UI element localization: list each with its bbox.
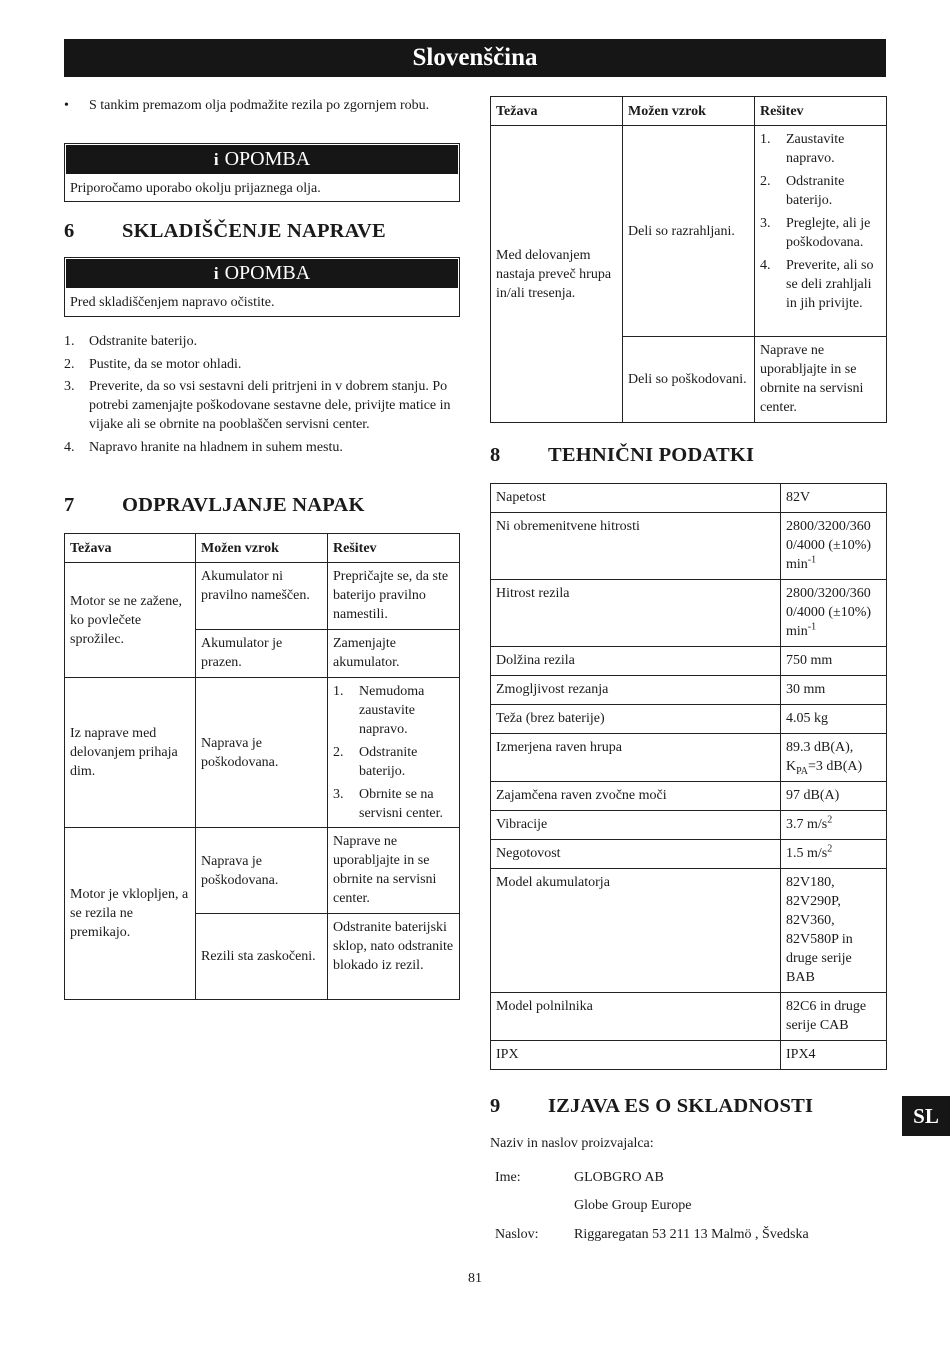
solution-cell: Prepričajte se, da ste baterijo pravilno namestili. (328, 563, 460, 630)
section-title: TEHNIČNI PODATKI (548, 444, 755, 466)
spec-label: Hitrost rezila (491, 580, 781, 647)
spec-value: 89.3 dB(A), $K_{PA}=3$ dB(A) (781, 734, 887, 782)
table-row (491, 126, 887, 337)
list-item: 2. Odstranite baterijo. (333, 745, 418, 779)
table-row (491, 705, 887, 734)
list-item: 1. Nemudoma zaustavite napravo. (333, 684, 425, 737)
language-tab: SL (902, 1096, 950, 1136)
cause-cell: Rezili sta zaskočeni. (196, 914, 328, 1000)
spec-label: Zajamčena raven zvočne moči (491, 782, 781, 811)
table-row (491, 580, 887, 647)
cause-cell: Akumulator je prazen. (196, 630, 328, 678)
cause-cell: Deli so razrahljani. (623, 126, 755, 337)
manufacturer-group: Globe Group Europe (574, 1198, 692, 1213)
col-header-solution: Rešitev (328, 534, 460, 563)
solution-cell: Naprave ne uporabljajte in se obrnite na servisni center. (755, 337, 887, 423)
list-item: 4. Napravo hranite na hladnem in suhem mestu. (64, 439, 343, 455)
spec-value: 30 mm (781, 676, 887, 705)
info-icon: i (213, 150, 219, 169)
spec-value: IPX4 (781, 1041, 887, 1070)
col-header-problem: Težava (65, 534, 196, 563)
spec-label: Zmogljivost rezanja (491, 676, 781, 705)
list-item: 1. Odstranite baterijo. (64, 334, 198, 349)
spec-label: IPX (491, 1041, 781, 1070)
table-row (491, 676, 887, 705)
list-item: 2. Odstranite baterijo. (760, 174, 845, 208)
list-item: 3. Obrnite se na servisni center. (333, 787, 443, 821)
cause-cell: Naprava je poškodovana. (196, 678, 328, 828)
note-title: OPOMBA (224, 148, 311, 170)
spec-label: Dolžina rezila (491, 647, 781, 676)
troubleshooting-table-right (490, 96, 887, 423)
info-icon: i (213, 264, 219, 283)
section-8-heading (490, 443, 754, 467)
section-number: 9 (490, 1095, 501, 1117)
list-item: 3. Preverite, da so vsi sestavni deli pritrjeni in v dobrem stanju. Po potrebi zamenjajte poškodovane sestavne dele, privijte matice in vijake ali se obrnite na pooblaščen servisni center. (64, 379, 451, 432)
section-title: IZJAVA ES O SKLADNOSTI (548, 1095, 814, 1117)
note-text: Priporočamo uporabo okolju prijaznega olja. (70, 181, 321, 196)
spec-label: Vibracije (491, 811, 781, 840)
list-item: 1. Zaustavite napravo. (760, 132, 845, 166)
table-row (65, 563, 460, 630)
bullet-mark: • (64, 98, 69, 113)
spec-label: Model polnilnika (491, 993, 781, 1041)
table-row (491, 869, 887, 993)
table-row (491, 513, 887, 580)
section-number: 6 (64, 220, 75, 242)
spec-label: Model akumulatorja (491, 869, 781, 993)
problem-cell: Med delovanjem nastaja preveč hrupa in/ali tresenja. (491, 126, 623, 423)
manufacturer-address: Riggaregatan 53 211 13 Malmö , Švedska (574, 1227, 809, 1242)
address-label: Naslov: (495, 1227, 539, 1242)
col-header-solution: Rešitev (755, 97, 887, 126)
name-label: Ime: (495, 1170, 521, 1185)
spec-value: 3.7 $m/s^2$ (781, 811, 887, 840)
spec-value: 2800/3200/3600/4000 (±10%) $\min^{-1}$ (781, 580, 887, 647)
table-row (491, 993, 887, 1041)
table-row (491, 811, 887, 840)
spec-label: Izmerjena raven hrupa (491, 734, 781, 782)
list-item: 3. Preglejte, ali je poškodovana. (760, 216, 871, 250)
note-text: Pred skladiščenjem napravo očistite. (70, 295, 275, 310)
cause-cell: Akumulator ni pravilno nameščen. (196, 563, 328, 630)
solution-cell: Naprave ne uporabljajte in se obrnite na servisni center. (328, 828, 460, 914)
table-row (491, 1041, 887, 1070)
table-row (491, 782, 887, 811)
spec-value: 97 dB(A) (781, 782, 887, 811)
list-item: 4. Preverite, ali so se deli zrahljali in jih privijte. (760, 258, 874, 311)
cause-cell: Naprava je poškodovana. (196, 828, 328, 914)
table-row (65, 678, 460, 828)
col-header-cause: Možen vzrok (623, 97, 755, 126)
table-row (491, 734, 887, 782)
solution-cell: Odstranite baterijski sklop, nato odstranite blokado iz rezil. (328, 914, 460, 1000)
solution-cell (328, 678, 460, 828)
spec-value: 1.5 $m/s^2$ (781, 840, 887, 869)
page-number: 81 (468, 1271, 482, 1286)
solution-cell: Zamenjajte akumulator. (328, 630, 460, 678)
bullet-text: S tankim premazom olja podmažite rezila po zgornjem robu. (89, 98, 430, 113)
spec-label: Teža (brez baterije) (491, 705, 781, 734)
table-row (491, 840, 887, 869)
spec-label: Negotovost (491, 840, 781, 869)
spec-value: 750 mm (781, 647, 887, 676)
spec-value: 82V (781, 484, 887, 513)
manufacturer-name: GLOBGRO AB (574, 1170, 664, 1185)
note-title: OPOMBA (224, 262, 311, 284)
note-box-oil (64, 143, 460, 202)
section-7-heading (64, 493, 365, 517)
spec-value: 4.05 kg (781, 705, 887, 734)
spec-label: Ni obremenitvene hitrosti (491, 513, 781, 580)
tech-specs-table (490, 483, 887, 1070)
section-6-heading (64, 219, 386, 243)
note-header (66, 259, 458, 288)
page-header: Slovenščina (64, 39, 886, 77)
troubleshooting-table-left (64, 533, 460, 1000)
section-9-heading (490, 1094, 813, 1118)
note-header (66, 145, 458, 174)
manufacturer-intro: Naziv in naslov proizvajalca: (490, 1136, 654, 1151)
section-number: 8 (490, 444, 501, 466)
bullet-item (64, 96, 459, 115)
solution-cell (755, 126, 887, 337)
col-header-cause: Možen vzrok (196, 534, 328, 563)
list-item: 2. Pustite, da se motor ohladi. (64, 356, 242, 372)
section-title: ODPRAVLJANJE NAPAK (122, 494, 365, 516)
col-header-problem: Težava (491, 97, 623, 126)
table-row (65, 828, 460, 914)
section-title: SKLADIŠČENJE NAPRAVE (122, 220, 386, 242)
spec-value: 82V180, 82V290P, 82V360, 82V580P in druge serije BAB (781, 869, 887, 993)
storage-steps (64, 332, 459, 460)
spec-label: Napetost (491, 484, 781, 513)
note-box-storage (64, 257, 460, 317)
table-row (491, 647, 887, 676)
problem-cell: Iz naprave med delovanjem prihaja dim. (65, 678, 196, 828)
spec-value: 2800/3200/3600/4000 (±10%) $\min^{-1}$ (781, 513, 887, 580)
cause-cell: Deli so poškodovani. (623, 337, 755, 423)
table-row (491, 484, 887, 513)
problem-cell: Motor je vklopljen, a se rezila ne premikajo. (65, 828, 196, 1000)
spec-value: 82C6 in druge serije CAB (781, 993, 887, 1041)
problem-cell: Motor se ne zažene, ko povlečete sprožilec. (65, 563, 196, 678)
section-number: 7 (64, 494, 75, 516)
